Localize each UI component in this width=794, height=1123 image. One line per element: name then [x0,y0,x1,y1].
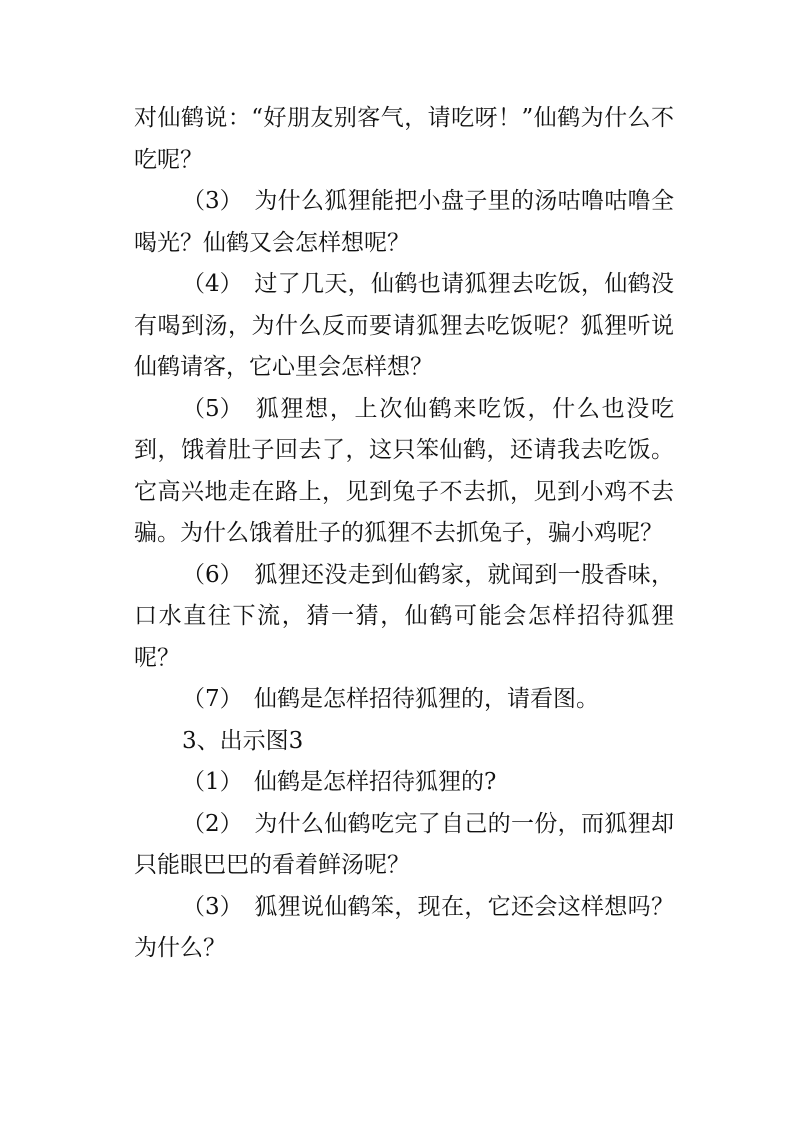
paragraph-text: 狐狸还没走到仙鹤家，就闻到一股香味，口水直往下流，猜一猜，仙鹤可能会怎样招待狐狸呢？ [134,561,674,671]
section-heading [134,721,674,763]
document-body [134,98,674,970]
question-number: （3） [182,893,243,920]
paragraph [134,679,674,721]
paragraph-text: 为什么仙鹤吃完了自己的一份，而狐狸却只能眼巴巴的看着鲜汤呢？ [134,810,674,878]
question-number: （4） [182,271,243,297]
paragraph-text: 过了几天，仙鹤也请狐狸去吃饭，仙鹤没有喝到汤，为什么反而要请狐狸去吃饭呢？狐狸听说仙鹤请客，它心里会怎样想？ [134,271,674,380]
paragraph-text: 为什么狐狸能把小盘子里的汤咕噜咕噜全喝光？仙鹤又会怎样想呢？ [134,188,674,256]
paragraph-text: 仙鹤是怎样招待狐狸的，请看图。 [254,686,599,712]
paragraph [134,389,674,555]
paragraph [134,887,674,970]
question-number: （3） [182,188,243,214]
paragraph [134,264,674,389]
paragraph [134,762,674,804]
section-heading-text: 3、出示图3 [182,727,304,754]
paragraph-text: 狐狸说仙鹤笨，现在，它还会这样想吗？为什么？ [134,893,674,961]
question-number: （1） [182,769,243,795]
paragraph-text: 仙鹤是怎样招待狐狸的? [254,769,497,795]
paragraph [134,181,674,264]
paragraph [134,555,674,680]
question-number: （7） [182,686,243,712]
paragraph-text: 狐狸想，上次仙鹤来吃饭，什么也没吃到，饿着肚子回去了，这只笨仙鹤，还请我去吃饭。它高兴地走在路上，见到兔子不去抓，见到小鸡不去骗。为什么饿着肚子的狐狸不去抓兔子，骗小鸡呢？ [134,395,674,546]
paragraph [134,98,674,181]
paragraph [134,804,674,887]
paragraph-text: 对仙鹤说：“好朋友别客气，请吃呀！”仙鹤为什么不吃呢？ [134,105,674,173]
question-number: （5） [182,395,243,422]
question-number: （6） [182,561,243,588]
question-number: （2） [182,810,243,837]
